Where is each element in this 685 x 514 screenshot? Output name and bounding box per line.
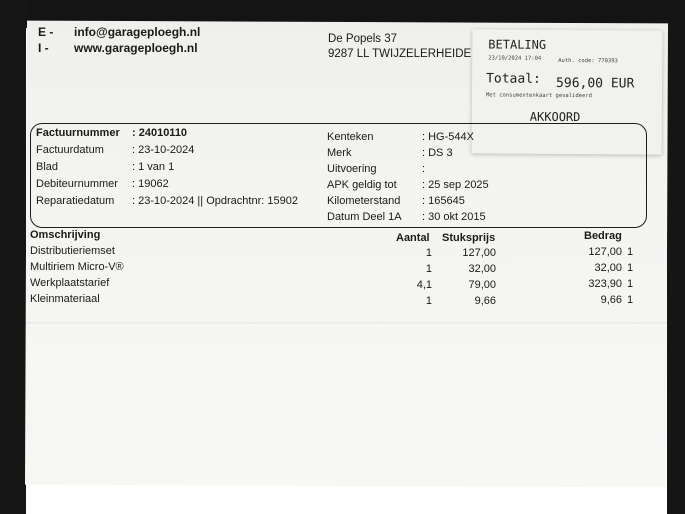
row-vat-code: 1 <box>627 278 634 290</box>
row-amount: 9,66 <box>600 294 622 306</box>
email-text: info@garageploegh.nl <box>74 25 201 39</box>
row-unit-price: 9,66 <box>474 295 496 307</box>
row-unit-price: 127,00 <box>462 247 496 259</box>
city-address: 9287 LL TWIJZELERHEIDE <box>328 48 472 60</box>
receipt-datetime: 23/10/2024 17:04 <box>488 55 542 62</box>
info-label: Debiteurnummer <box>36 178 118 190</box>
info-label: Merk <box>327 147 352 159</box>
col-header-bedrag: Bedrag <box>584 230 622 242</box>
paper-fold-line <box>26 322 667 326</box>
col-header-stuksprijs: Stuksprijs <box>442 232 496 244</box>
info-value: : DS 3 <box>422 147 453 159</box>
info-value: : 1 van 1 <box>132 161 175 173</box>
info-value: : 165645 <box>422 195 465 207</box>
info-label: Uitvoering <box>327 163 377 175</box>
receipt-status: AKKOORD <box>529 109 581 125</box>
info-value: : <box>422 163 426 175</box>
row-vat-code: 1 <box>627 294 634 306</box>
receipt-note: Met consumentenkaart gevalideerd <box>485 92 592 100</box>
info-value: : 24010110 <box>132 127 188 139</box>
row-amount: 323,90 <box>588 278 622 290</box>
row-quantity: 4,1 <box>416 279 432 291</box>
info-label: Kenteken <box>327 131 374 143</box>
info-value: : 19062 <box>132 178 169 190</box>
row-description: Distributieriemset <box>30 245 115 257</box>
receipt-title: BETALING <box>488 37 547 52</box>
info-value: : 23-10-2024 <box>132 144 195 156</box>
info-label: Factuurnummer <box>36 127 120 139</box>
row-vat-code: 1 <box>627 246 634 258</box>
website-text: www.garageploegh.nl <box>74 41 198 55</box>
row-description: Kleinmateriaal <box>30 293 100 305</box>
info-label: Datum Deel 1A <box>327 211 402 223</box>
row-unit-price: 79,00 <box>468 279 496 291</box>
info-value: : HG-544X <box>422 131 474 143</box>
row-quantity: 1 <box>425 295 432 307</box>
receipt-total-label: Totaal: <box>486 71 541 87</box>
info-label: APK geldig tot <box>327 179 397 191</box>
row-quantity: 1 <box>425 263 432 275</box>
row-description: Werkplaatstarief <box>30 277 110 289</box>
email-prefix: E - <box>38 25 54 39</box>
info-label: Kilometerstand <box>327 195 401 207</box>
row-vat-code: 1 <box>627 262 634 274</box>
info-value: : 23-10-2024 || Opdrachtnr: 15902 <box>132 195 298 207</box>
receipt-auth-code: Auth. code: 770393 <box>558 57 618 65</box>
web-prefix: I - <box>38 41 49 55</box>
info-value: : 30 okt 2015 <box>422 211 486 223</box>
info-label: Blad <box>36 161 59 173</box>
col-header-aantal: Aantal <box>396 232 430 244</box>
photo-background-right <box>667 0 685 514</box>
row-amount: 32,00 <box>594 262 622 274</box>
receipt-total-value: 596,00 EUR <box>556 75 635 92</box>
info-value: : 25 sep 2025 <box>422 179 489 191</box>
photo-background-left <box>0 0 26 514</box>
col-header-omschrijving: Omschrijving <box>30 229 101 241</box>
row-unit-price: 32,00 <box>468 263 496 275</box>
row-amount: 127,00 <box>588 246 622 258</box>
street-address: De Popels 37 <box>328 33 398 45</box>
row-description: Multiriem Micro-V® <box>30 261 124 273</box>
info-label: Factuurdatum <box>36 144 104 156</box>
row-quantity: 1 <box>425 247 432 259</box>
info-label: Reparatiedatum <box>36 195 115 207</box>
